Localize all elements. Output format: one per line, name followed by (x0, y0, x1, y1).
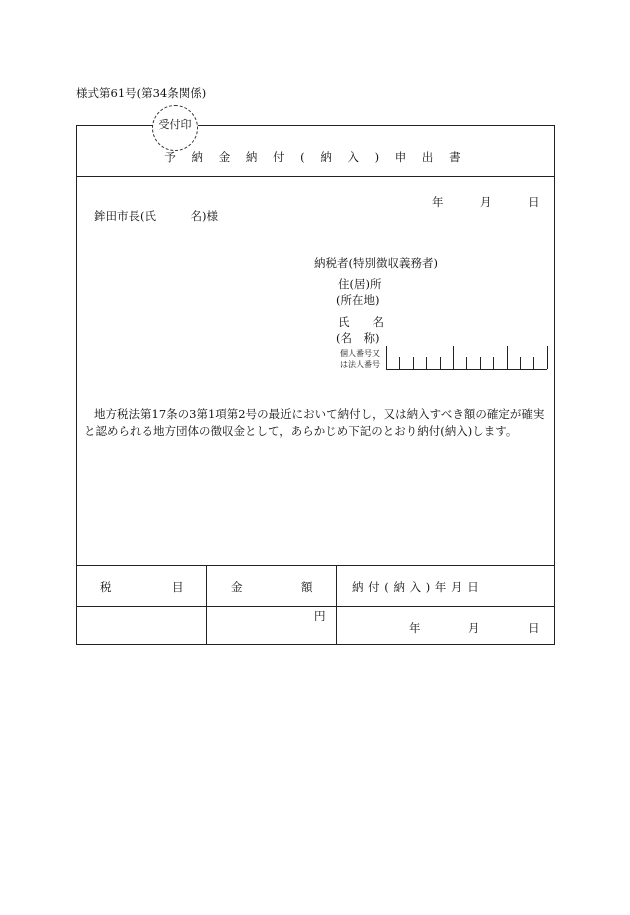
address-label: 住(居)所 (338, 277, 382, 291)
yen-unit: 円 (314, 609, 326, 623)
row-date-month: 月 (468, 621, 480, 635)
table-col-divider-2 (336, 565, 337, 645)
name-label: 氏 名 (338, 315, 384, 329)
number-label-line1: 個人番号又 (340, 349, 380, 358)
addressee: 鉾田市長(氏 名)様 (94, 209, 218, 223)
row-date-day: 日 (528, 621, 540, 635)
table-col-divider-1 (206, 565, 207, 645)
header-amount-2: 額 (301, 580, 313, 594)
location-label: (所在地) (336, 293, 380, 307)
body-text-line-1: 地方税法第17条の3第1項第2号の最近において納付し，又は納入すべき額の確定が確実 (94, 407, 545, 421)
header-payment-date: 納 付 ( 納 入 ) 年 月 日 (352, 580, 479, 594)
taxpayer-heading: 納税者(特別徴収義務者) (314, 256, 438, 270)
header-amount-1: 金 (231, 580, 243, 594)
corp-name-label: (名 称) (336, 331, 380, 345)
form-number-label: 様式第61号(第34条関係) (76, 86, 207, 100)
reception-stamp-circle (152, 105, 198, 151)
header-tax-item-1: 税 (100, 580, 112, 594)
date-day: 日 (528, 195, 540, 209)
table-header-divider (76, 606, 555, 607)
title-divider (76, 176, 555, 177)
document-title: 予 納 金 納 付 ( 納 入 ) 申 出 書 (164, 150, 467, 164)
number-label-line2: は法人番号 (340, 360, 380, 369)
body-text-line-2: と認められる地方団体の徴収金として，あらかじめ下記のとおり納付(納入)します。 (84, 424, 518, 438)
table-top-divider (76, 565, 555, 566)
row-date-year: 年 (409, 621, 421, 635)
date-month: 月 (480, 195, 492, 209)
date-year: 年 (432, 195, 444, 209)
reception-stamp-label: 受付印 (158, 118, 192, 131)
header-tax-item-2: 目 (172, 580, 184, 594)
